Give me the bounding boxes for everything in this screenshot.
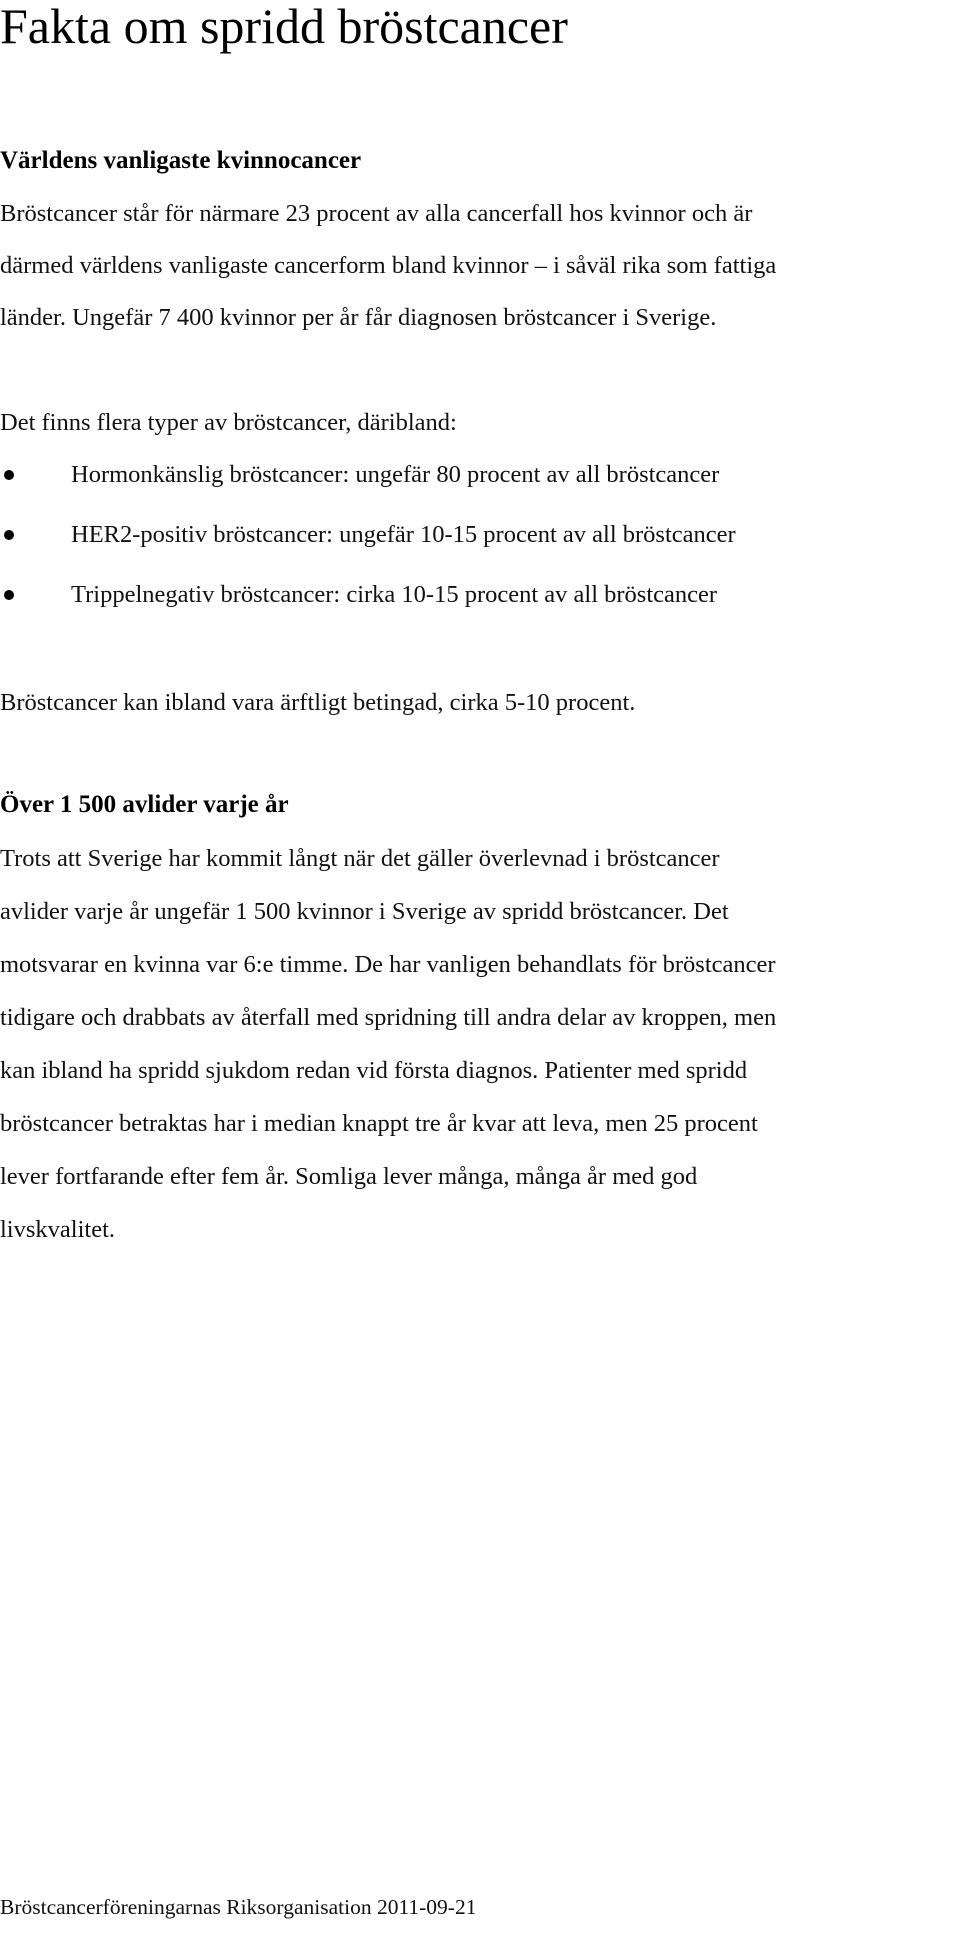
intro-paragraph <box>0 188 776 344</box>
survival-line: livskvalitet. <box>0 1216 115 1243</box>
footer-text: Bröstcancerföreningarnas Riksorganisation 2011-09-21 <box>0 1895 477 1919</box>
survival-line: Trots att Sverige har kommit långt när det gäller överlevnad i bröstcancer <box>0 845 720 872</box>
bullet-icon <box>4 590 14 600</box>
list-item-text: Trippelnegativ bröstcancer: cirka 10-15 procent av all bröstcancer <box>71 581 718 608</box>
hereditary-text: Bröstcancer kan ibland vara ärftligt betingad, cirka 5-10 procent. <box>0 689 636 716</box>
bullet-icon <box>4 470 14 480</box>
page-title: Fakta om spridd bröstcancer <box>0 0 568 54</box>
intro-line: Bröstcancer står för närmare 23 procent av alla cancerfall hos kvinnor och är <box>0 200 753 227</box>
list-item-text: Hormonkänslig bröstcancer: ungefär 80 procent av all bröstcancer <box>71 461 720 488</box>
section-heading-deaths: Över 1 500 avlider varje år <box>0 791 289 818</box>
survival-line: lever fortfarande efter fem år. Somliga lever många, många år med god <box>0 1163 698 1190</box>
survival-line: tidigare och drabbats av återfall med spridning till andra delar av kroppen, men <box>0 1004 777 1031</box>
survival-line: motsvarar en kvinna var 6:e timme. De har vanligen behandlats för bröstcancer <box>0 951 776 978</box>
survival-line: kan ibland ha spridd sjukdom redan vid första diagnos. Patienter med spridd <box>0 1057 748 1084</box>
section-heading-most-common: Världens vanligaste kvinnocancer <box>0 147 362 174</box>
intro-line: länder. Ungefär 7 400 kvinnor per år får diagnosen bröstcancer i Sverige. <box>0 304 717 331</box>
survival-paragraph <box>0 832 776 1256</box>
intro-line: därmed världens vanligaste cancerform bland kvinnor – i såväl rika som fattiga <box>0 252 777 279</box>
bullet-icon <box>4 530 14 540</box>
survival-line: bröstcancer betraktas har i median knappt tre år kvar att leva, men 25 procent <box>0 1110 758 1137</box>
types-intro-text: Det finns flera typer av bröstcancer, däribland: <box>0 409 457 436</box>
survival-line: avlider varje år ungefär 1 500 kvinnor i Sverige av spridd bröstcancer. Det <box>0 898 729 925</box>
list-item-text: HER2-positiv bröstcancer: ungefär 10-15 procent av all bröstcancer <box>71 521 736 548</box>
